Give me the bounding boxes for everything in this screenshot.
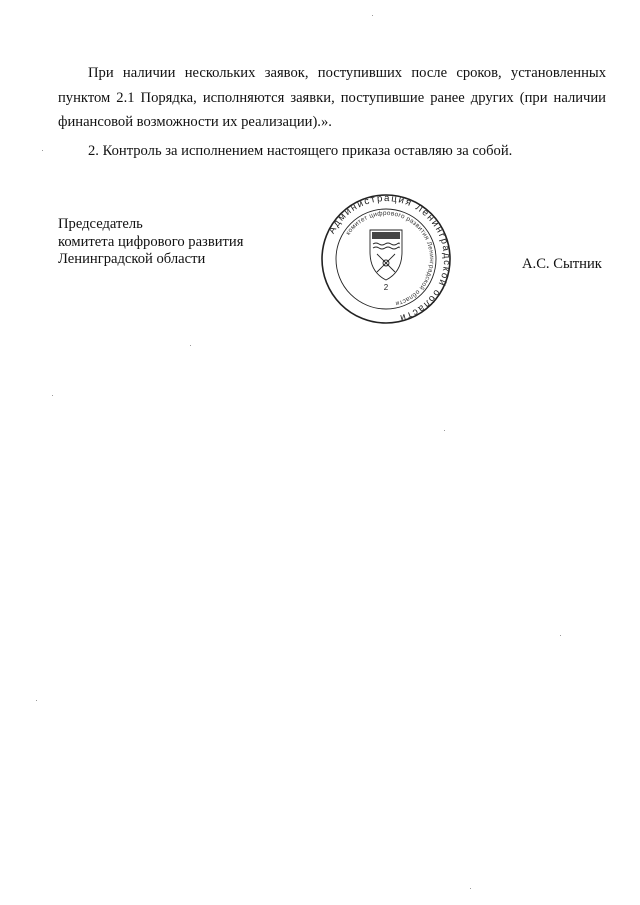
signatory-title-line-3: Ленинградской области [58,251,206,267]
coat-of-arms-icon [370,230,402,280]
scan-speck [470,888,471,889]
scan-speck [52,395,53,396]
signatory-title-line-1: Председатель [58,216,143,232]
scan-speck [190,345,191,346]
seal-inner-text: комитет цифрового развития Ленинградской области [344,209,436,307]
paragraph-applications: При наличии нескольких заявок, поступивших после сроков, установленных пунктом 2.1 Порядка, исполняются заявки, поступившие ранее других (при наличии финансовой возможности их реализации).». [58,65,606,130]
scan-speck [560,635,561,636]
seal-outer-text: Администрация Ленинградской области [326,194,453,324]
scan-speck [372,15,373,16]
scan-speck [36,700,37,701]
official-seal [318,194,454,324]
signatory-title-line-2: комитета цифрового развития [58,233,244,250]
signatory-title [58,216,243,269]
scan-speck [444,430,445,431]
scan-speck [42,150,43,151]
paragraph-control: 2. Контроль за исполнением настоящего приказа оставляю за собой. [88,143,513,159]
signer-name: А.С. Сытник [522,256,602,272]
seal-number: 2 [383,283,389,292]
